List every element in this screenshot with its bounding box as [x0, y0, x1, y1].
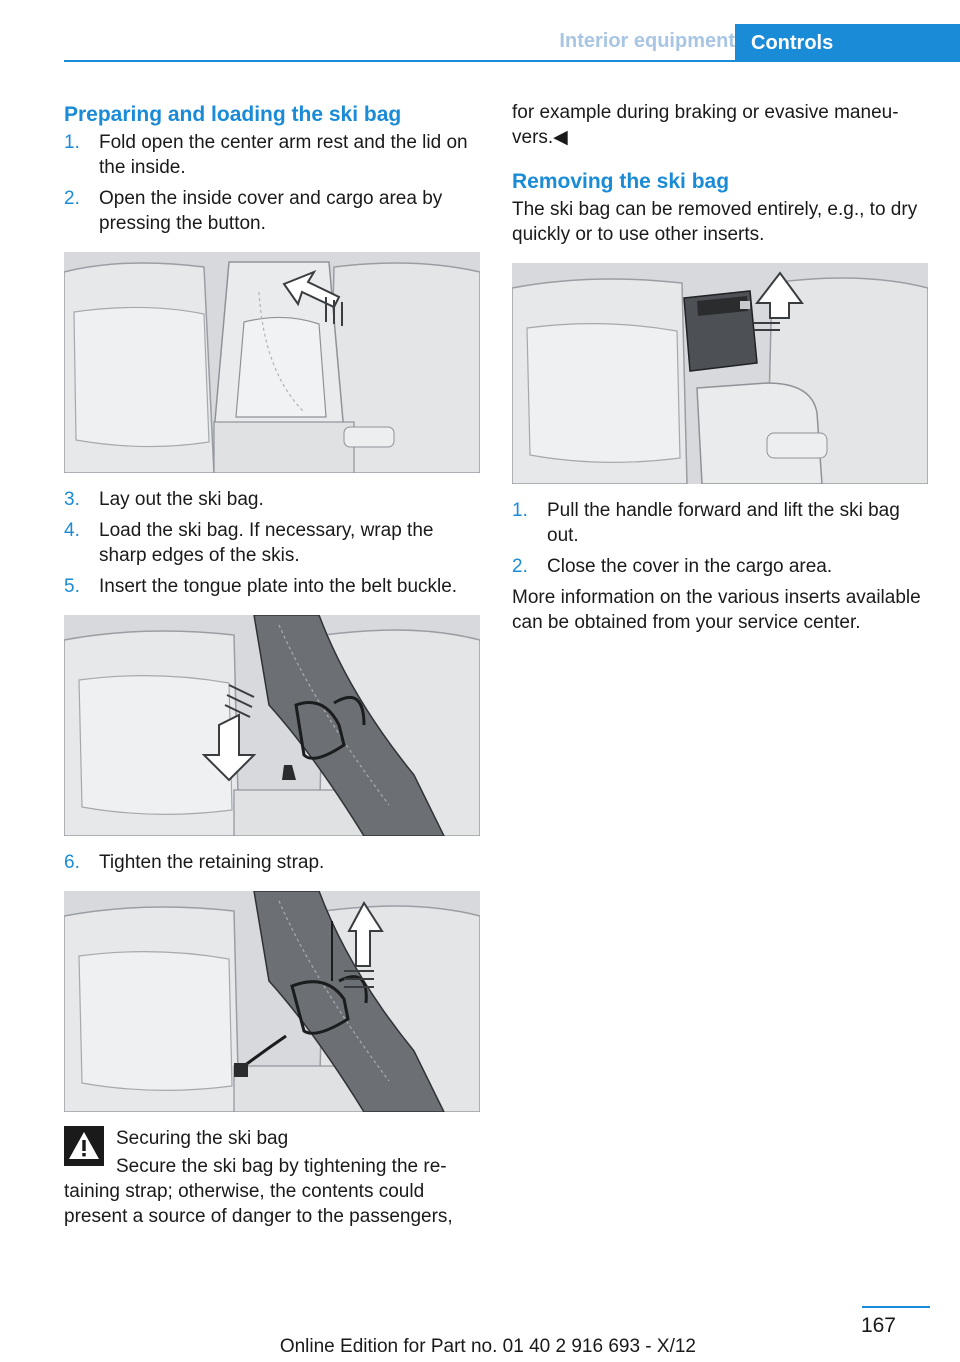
list-item	[64, 518, 482, 568]
figure-open-armrest	[64, 252, 480, 473]
heading-removing-ski-bag: Removing the ski bag	[512, 170, 730, 193]
step-number: 4.	[64, 520, 80, 541]
heading-preparing-loading: Preparing and loading the ski bag	[64, 103, 402, 126]
step-text: Lay out the ski bag.	[99, 489, 264, 510]
page-header	[64, 24, 960, 62]
figure-insert-tongue-plate	[64, 615, 480, 836]
list-item	[64, 850, 482, 875]
step-text: Insert the tongue plate into the belt buckle.	[99, 576, 458, 597]
edition-info: Online Edition for Part no. 01 40 2 916 693 - X/12	[279, 1336, 696, 1357]
footer-divider	[862, 1306, 930, 1308]
chapter-tab: Controls	[735, 24, 960, 62]
section-title: Interior equipment	[559, 30, 735, 52]
list-item	[512, 498, 930, 548]
removing-steps-list	[512, 498, 930, 579]
ski-bag-strap-illustration	[64, 891, 480, 1112]
list-item	[64, 130, 482, 180]
step-text: Load the ski bag. If necessary, wrap the sharp edges of the skis.	[99, 520, 434, 566]
step-text: Close the cover in the cargo area.	[547, 556, 833, 577]
right-column	[512, 100, 930, 635]
left-column	[64, 100, 482, 1229]
step-text: Pull the handle forward and lift the ski bag out.	[547, 500, 900, 546]
warning-box	[64, 1126, 482, 1229]
step-text: Open the inside cover and cargo area by pressing the button.	[99, 188, 443, 234]
steps-list-b	[64, 487, 482, 599]
list-item	[64, 574, 482, 599]
warning-text: Secure the ski bag by tightening the re‐ taining strap; otherwise, the contents could present a source of danger to the passengers,	[64, 1156, 453, 1227]
list-item	[512, 554, 930, 579]
step-text: Fold open the center arm rest and the lid on the inside.	[99, 132, 468, 178]
step-text: Tighten the retaining strap.	[99, 852, 325, 873]
step-number: 3.	[64, 489, 80, 510]
armrest-illustration	[64, 252, 480, 473]
list-item	[64, 487, 482, 512]
steps-list-c	[64, 850, 482, 875]
step-number: 1.	[64, 132, 80, 153]
warning-title: Securing the ski bag	[116, 1128, 289, 1149]
remove-ski-bag-illustration	[512, 263, 928, 484]
ski-bag-buckle-illustration	[64, 615, 480, 836]
page-number: 167	[860, 1314, 896, 1337]
inserts-note: More information on the various inserts available can be obtained from your service center.	[512, 587, 921, 633]
step-number: 6.	[64, 852, 80, 873]
step-number: 2.	[64, 188, 80, 209]
warning-continuation: for example during braking or evasive maneu‐ vers.◀	[512, 102, 899, 148]
figure-remove-ski-bag	[512, 263, 928, 484]
warning-triangle-icon	[64, 1126, 104, 1166]
list-item	[64, 186, 482, 236]
header-divider	[64, 60, 960, 62]
page-footer	[0, 1300, 960, 1362]
step-number: 1.	[512, 500, 528, 521]
step-number: 5.	[64, 576, 80, 597]
figure-tighten-strap	[64, 891, 480, 1112]
step-number: 2.	[512, 556, 528, 577]
steps-list-a	[64, 130, 482, 236]
removing-intro: The ski bag can be removed entirely, e.g., to dry quickly or to use other inserts.	[512, 199, 918, 245]
